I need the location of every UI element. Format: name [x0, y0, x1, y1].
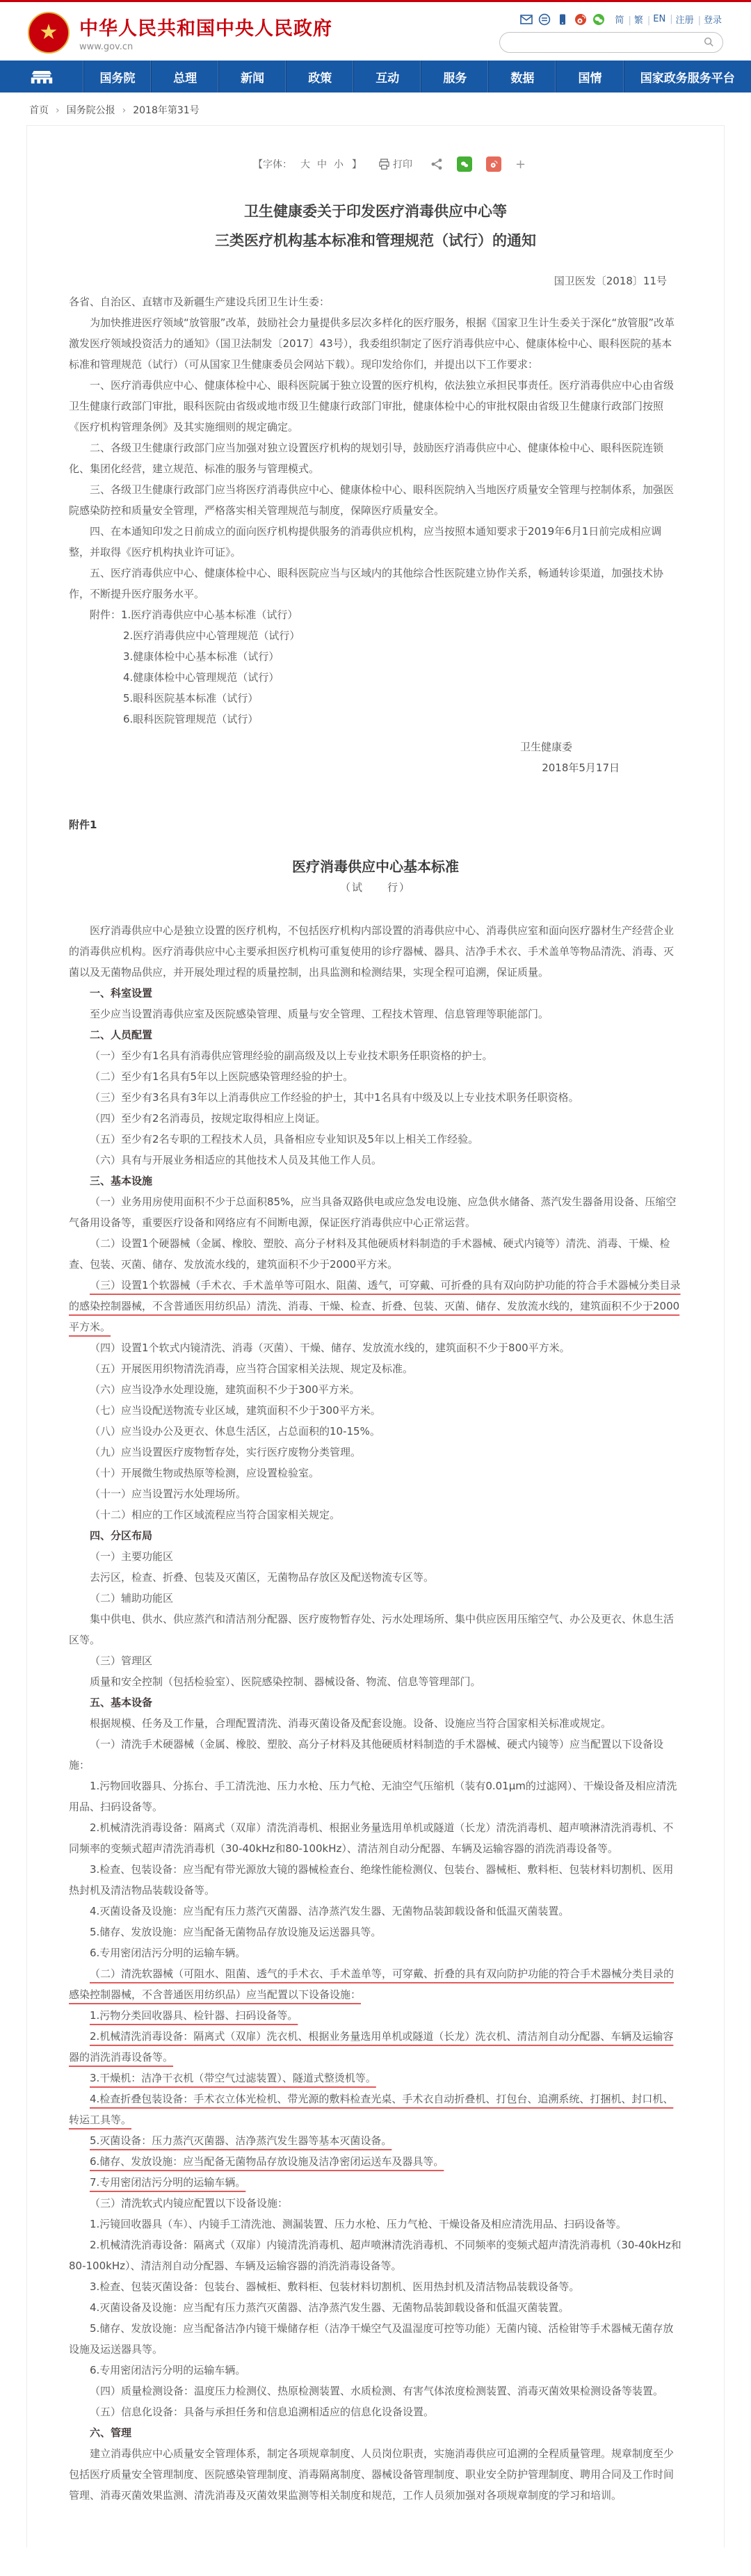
doc-paragraph: （十二）相应的工作区域流程应当符合国家相关规定。	[90, 1508, 341, 1521]
breadcrumb	[0, 92, 751, 125]
notice-title-line1: 卫生健康委关于印发医疗消毒供应中心等	[244, 203, 507, 220]
doc-paragraph: 五、医疗消毒供应中心、健康体检中心、眼科医院应当与区域内的其他综合性医院建立协作关系，畅通转诊渠道，加强技术协作，不断提升医疗服务水平。	[69, 567, 664, 600]
search-input[interactable]	[507, 37, 703, 49]
doc-paragraph: （一）清洗手术硬器械（金属、橡胶、塑胶、高分子材料及其他硬质材料制造的手术器械、硬式内镜等）应当配置以下设备设施：	[69, 1738, 664, 1771]
font-size-option[interactable]: 小	[333, 159, 344, 170]
doc-paragraph: 去污区，检查、折叠、包装及灭菌区，无菌物品存放区及配送物流专区等。	[90, 1571, 435, 1584]
doc-paragraph: 至少应当设置消毒供应室及医院感染管理、质量与安全管理、工程技术管理、信息管理等职能部门。	[90, 1008, 549, 1020]
header-link[interactable]: 注册 |	[675, 13, 702, 26]
font-size-label: 【字体：	[252, 159, 292, 170]
document-body	[69, 271, 682, 2506]
doc-paragraph: （六）应当设净水处理设施，建筑面积不少于300平方米。	[90, 1383, 360, 1396]
breadcrumb-item[interactable]: 2018年第31号	[133, 105, 200, 116]
national-emblem-icon: ★	[28, 12, 70, 54]
doc-paragraph: （五）信息化设备：具备与承担任务和信息追溯相适应的信息化设备设置。	[90, 2406, 435, 2418]
doc-paragraph: （十）开展微生物或热原等检测，应设置检验室。	[90, 1467, 320, 1479]
doc-paragraph: （一）至少有1名具有消毒供应管理经验的副高级及以上专业技术职务任职资格的护士。	[90, 1049, 493, 1062]
nav-item[interactable]: 国家政务服务平台	[640, 71, 735, 86]
doc-paragraph: 2.机械清洗消毒设备：隔离式（双扉）洗衣机、根据业务量选用单机或隧道（长龙）洗衣机、清洁剂自动分配器、车辆及运输容器的消洗消毒设备等。	[69, 2030, 674, 2063]
doc-paragraph: 2.机械清洗消毒设备：隔离式（双扉）清洗消毒机、根据业务量选用单机或隧道（长龙）清洗消毒机、超声喷淋清洗消毒机、不同频率的变频式超声清洗消毒机（30-40kHz和80-100kHz）、清洁剂自动分配器、车辆及运输容器的消洗消毒设备等。	[69, 1821, 674, 1855]
doc-paragraph: 三、基本设施	[90, 1175, 153, 1187]
mail-icon[interactable]	[520, 13, 533, 26]
font-size-options	[300, 157, 344, 171]
site-url: www.gov.cn	[79, 42, 134, 52]
doc-paragraph: （三）设置1个软器械（手术衣、手术盖单等可阻水、阻菌、透气，可穿戴、可折叠的具有双向防护功能的符合手术器械分类目录的感染控制器械，不含普通医用纺织品）清洗、消毒、干燥、检查、折叠、包装、灭菌、储存、发放流水线的，建筑面积不少于2000平方米。	[69, 1279, 681, 1333]
doc-paragraph: （试 行）	[339, 881, 411, 894]
doc-paragraph: 三、各级卫生健康行政部门应当将医疗消毒供应中心、健康体检中心、眼科医院纳入当地医疗质量安全管理与控制体系，加强医院感染防控和质量安全管理，严格落实相关管理规范与制度，保障医疗质量安全。	[69, 483, 675, 517]
doc-paragraph: 5.眼科医院基本标准（试行）	[123, 692, 259, 705]
doc-paragraph: （十一）应当设置污水处理场所。	[90, 1488, 247, 1500]
doc-paragraph: 3.干燥机：洁净干衣机（带空气过滤装置）、隧道式整烫机等。	[90, 2072, 376, 2084]
print-button[interactable]	[378, 157, 412, 171]
doc-paragraph: 6.眼科医院管理规范（试行）	[123, 713, 259, 725]
nav-item[interactable]: 新闻	[219, 61, 286, 92]
doc-paragraph: 一、科室设置	[90, 987, 153, 999]
doc-paragraph: 4.灭菌设备及设施：应当配有压力蒸汽灭菌器、洁净蒸汽发生器、无菌物品装卸载设备和低温灭菌装置。	[90, 2301, 570, 2314]
doc-paragraph: （一）业务用房使用面积不少于总面积85%，应当具备双路供电或应急发电设施、应急供水储备、蒸汽发生器备用设备、压缩空气备用设备等，重要医疗设备和网络应有不间断电源，保证医疗消毒供应中心正常运营。	[69, 1196, 677, 1229]
doc-paragraph: 6.专用密闭洁污分明的运输车辆。	[90, 2364, 246, 2376]
header-lang-links	[613, 13, 723, 26]
doc-paragraph: 6.储存、发放设施：应当配备无菌物品存放设施及洁净密闭运送车及器具等。	[90, 2155, 444, 2168]
article-toolbar	[97, 156, 682, 172]
wechat-icon[interactable]	[592, 13, 605, 26]
article-container	[26, 125, 725, 2547]
comment-icon[interactable]	[538, 13, 551, 26]
doc-paragraph: 附件1	[69, 819, 97, 831]
site-title: 中华人民共和国中央人民政府	[79, 18, 332, 40]
doc-paragraph: 1.污镜回收器具（车）、内镜手工清洗池、测漏装置、压力水枪、压力气枪、干燥设备及相应清洗用品、扫码设备等。	[90, 2218, 627, 2230]
doc-paragraph: 四、在本通知印发之日前成立的面向医疗机构提供服务的消毒供应机构，应当按照本通知要求于2019年6月1日前完成相应调整，并取得《医疗机构执业许可证》。	[69, 525, 662, 558]
doc-paragraph: 根据规模、任务及工作量，合理配置清洗、消毒灭菌设备及配套设施。设备、设施应当符合国家相关标准或规定。	[90, 1717, 612, 1730]
doc-paragraph: 4.灭菌设备及设施：应当配有压力蒸汽灭菌器、洁净蒸汽发生器、无菌物品装卸载设备和低温灭菌装置。	[90, 1905, 570, 1917]
doc-paragraph: 3.检查、包装设备：应当配有带光源放大镜的器械检查台、绝缘性能检测仪、包装台、器械柜、敷料柜、包装材料切割机、医用热封机及清洁物品装载设备等。	[69, 1863, 674, 1897]
doc-paragraph: 建立消毒供应中心质量安全管理体系，制定各项规章制度、人员岗位职责，实施消毒供应可追溯的全程质量管理。规章制度至少包括医疗质量安全管理制度、医院感染管理制度、消毒隔离制度、器械设备管理制度、职业安全防护管理制度、聘用合同及工作时间管理、消毒灭菌效果监测、清洗消毒及灭菌效果监测等相关制度和规范，工作人员须加强对各项规章制度的学习和培训。	[69, 2447, 675, 2502]
doc-paragraph: （四）至少有2名消毒员，按规定取得相应上岗证。	[90, 1112, 326, 1125]
doc-paragraph: （三）清洗软式内镜应配置以下设备设施：	[90, 2197, 289, 2209]
doc-paragraph: （九）应当设置医疗废物暂存处，实行医疗废物分类管理。	[90, 1446, 362, 1458]
doc-paragraph: 附件：1.医疗消毒供应中心基本标准（试行）	[90, 609, 298, 621]
nav-item[interactable]: 数据	[489, 61, 556, 92]
tiananmen-icon[interactable]	[0, 61, 84, 92]
nav-item[interactable]: 国务院	[84, 61, 152, 92]
search-box[interactable]	[499, 32, 723, 53]
nav-items	[84, 61, 751, 92]
doc-paragraph: 六、管理	[90, 2426, 132, 2439]
doc-paragraph: 4.健康体检中心管理规范（试行）	[123, 671, 280, 684]
doc-paragraph: （七）应当设配送物流专业区域，建筑面积不少于300平方米。	[90, 1404, 381, 1417]
nav-item[interactable]: 国情	[556, 61, 624, 92]
weibo-share-icon[interactable]	[486, 156, 501, 172]
header-link[interactable]: 繁 |	[633, 13, 652, 26]
doc-paragraph: （五）开展医用织物清洗消毒，应当符合国家相关法规、规定及标准。	[90, 1362, 414, 1375]
notice-title-line2: 三类医疗机构基本标准和管理规范（试行）的通知	[215, 232, 536, 249]
doc-paragraph: 4.检查折叠包装设备：手术衣立体光检机、带光源的敷料检查光桌、手术衣自动折叠机、打包台、追溯系统、打捆机、封口机、转运工具等。	[69, 2093, 674, 2126]
doc-paragraph: 集中供电、供水、供应蒸汽和清洁剂分配器、医疗废物暂存处、污水处理场所、集中供应医用压缩空气、办公及更衣、休息生活区等。	[69, 1613, 675, 1646]
share-icon[interactable]	[430, 158, 443, 170]
nav-item[interactable]: 互动	[354, 61, 421, 92]
doc-paragraph: （四）设置1个软式内镜清洗、消毒（灭菌）、干燥、储存、发放流水线的，建筑面积不少于800平方米。	[90, 1342, 570, 1354]
doc-paragraph: 各省、自治区、直辖市及新疆生产建设兵团卫生计生委：	[69, 296, 330, 308]
doc-paragraph: 2018年5月17日	[542, 762, 620, 774]
doc-paragraph: 四、分区布局	[90, 1529, 153, 1542]
doc-paragraph: （五）至少有2名专职的工程技术人员，具备相应专业知识及5年以上相关工作经验。	[90, 1133, 479, 1145]
breadcrumb-item[interactable]: 首页 ›	[29, 105, 67, 116]
doc-paragraph: 2.医疗消毒供应中心管理规范（试行）	[123, 629, 300, 642]
doc-paragraph: 5.储存、发放设施：应当配备无菌物品存放设施及运送器具等。	[90, 1926, 382, 1938]
doc-paragraph: 1.污物分类回收器具、检针器、扫码设备等。	[90, 2009, 298, 2022]
main-nav	[0, 61, 751, 92]
header-link[interactable]: 简 |	[613, 13, 632, 26]
doc-paragraph: 一、医疗消毒供应中心、健康体检中心、眼科医院属于独立设置的医疗机构，依法独立承担民事责任。医疗消毒供应中心由省级卫生健康行政部门审批，眼科医院由省级或地市级卫生健康行政部门审批，健康体检中心的审批权限由省级卫生健康行政部门按照《医疗机构管理条例》及其实施细则的规定确定。	[69, 379, 675, 433]
doc-paragraph: 3.健康体检中心基本标准（试行）	[123, 650, 280, 663]
doc-paragraph: （四）质量检测设备：温度压力检测仪、热原检测装置、水质检测、有害气体浓度检测装置、消毒灭菌效果检测设备等装置。	[90, 2385, 664, 2397]
font-size-option[interactable]: 大	[300, 159, 310, 170]
doc-paragraph: 6.专用密闭洁污分明的运输车辆。	[90, 1947, 246, 1959]
notice-title	[69, 197, 682, 255]
doc-paragraph: 二、各级卫生健康行政部门应当加强对独立设置医疗机构的规划引导，鼓励医疗消毒供应中心、健康体检中心、眼科医院连锁化、集团化经营，建立规范、标准的服务与管理模式。	[69, 442, 664, 475]
nav-item[interactable]: 政策	[286, 61, 354, 92]
doc-paragraph: （三）管理区	[90, 1655, 153, 1667]
breadcrumb-item[interactable]: 国务院公报 ›	[67, 105, 134, 116]
site-brand[interactable]	[28, 12, 332, 54]
weibo-icon[interactable]	[574, 13, 587, 26]
doc-paragraph: 二、人员配置	[90, 1029, 153, 1041]
doc-paragraph: 2.机械清洗消毒设备：隔离式（双扉）内镜清洗消毒机、超声喷淋清洗消毒机、不同频率的变频式超声清洗消毒机（30-40kHz和80-100kHz）、清洁剂自动分配器、车辆及运输容器的消洗消毒设备等。	[69, 2239, 681, 2272]
doc-paragraph: （二）至少有1名具有5年以上医院感染管理经验的护士。	[90, 1070, 354, 1083]
doc-paragraph: （三）至少有3名具有3年以上消毒供应工作经验的护士，其中1名具有中级及以上专业技术职务任职资格。	[90, 1091, 579, 1104]
doc-paragraph: 5.储存、发放设施：应当配备洁净内镜干燥储存柜（洁净干燥空气及温湿度可控等功能）无菌内镜、活检钳等手术器械无菌存放设施及运送器具等。	[69, 2322, 674, 2356]
doc-paragraph: 医疗消毒供应中心基本标准	[292, 858, 459, 875]
doc-paragraph: （一）主要功能区	[90, 1550, 174, 1563]
font-size-label-close: 】	[351, 159, 362, 170]
doc-paragraph: 医疗消毒供应中心是独立设置的医疗机构，不包括医疗机构内部设置的消毒供应中心、消毒供应室和面向医疗器材生产经营企业的消毒供应机构。医疗消毒供应中心主要承担医疗机构可重复使用的诊疗器械、器具、洁净手术衣、手术盖单等物品清洗、消毒、灭菌以及无菌物品供应，并开展处理过程的质量控制，出具监测和检测结果，实现全程可追溯，保证质量。	[69, 924, 675, 979]
nav-item[interactable]: 服务	[421, 61, 489, 92]
font-size-option[interactable]: 中	[316, 159, 327, 170]
doc-paragraph: （六）具有与开展业务相适应的其他技术人员及其他工作人员。	[90, 1154, 382, 1166]
doc-paragraph: （八）应当设办公及更衣、休息生活区，占总面积的10-15%。	[90, 1425, 380, 1438]
mobile-icon[interactable]	[556, 13, 569, 26]
doc-paragraph: 为加快推进医疗领域“放管服”改革，鼓励社会力量提供多层次多样化的医疗服务，根据《国家卫生计生委关于深化“放管服”改革激发医疗领域投资活力的通知》（国卫法制发〔2017〕43号），我委组织制定了医疗消毒供应中心、健康体检中心、眼科医院的基本标准和管理规范（试行）（可从国家卫生健康委员会网站下载）。现印发给你们，并提出以下工作要求：	[69, 316, 675, 371]
header-link[interactable]: EN |	[652, 14, 674, 24]
doc-paragraph: 1.污物回收器具、分拣台、手工清洗池、压力水枪、压力气枪、无油空气压缩机（装有0.01μm的过滤网）、干燥设备及相应清洗用品、扫码设备等。	[69, 1780, 677, 1813]
doc-paragraph: （二）辅助功能区	[90, 1592, 174, 1604]
more-share-button[interactable]: +	[515, 156, 526, 172]
doc-paragraph: （二）清洗软器械（可阻水、阻菌、透气的手术衣、手术盖单等，可穿戴、折叠的具有双向防护功能的符合手术器械分类目录的感染控制器械，不含普通医用纺织品）应当配置以下设备设施：	[69, 1967, 675, 2001]
doc-paragraph: 国卫医发〔2018〕11号	[554, 275, 667, 287]
doc-paragraph: 卫生健康委	[519, 741, 572, 753]
doc-paragraph: （二）设置1个硬器械（金属、橡胶、塑胶、高分子材料及其他硬质材料制造的手术器械、硬式内镜等）清洗、消毒、干燥、检查、包装、灭菌、储存、发放流水线的，建筑面积不少于2000平方米。	[69, 1237, 670, 1271]
doc-paragraph: 3.检查、包装灭菌设备：包装台、器械柜、敷料柜、包装材料切割机、医用热封机及清洁物品装载设备等。	[90, 2280, 580, 2293]
site-header	[0, 2, 751, 61]
doc-paragraph: 五、基本设备	[90, 1696, 153, 1709]
wechat-share-icon[interactable]	[457, 156, 472, 172]
doc-paragraph: 7.专用密闭洁污分明的运输车辆。	[90, 2176, 246, 2189]
doc-paragraph: 5.灭菌设备：压力蒸汽灭菌器、洁净蒸汽发生器等基本灭菌设备。	[90, 2134, 392, 2147]
search-icon[interactable]	[703, 36, 716, 49]
doc-paragraph: 质量和安全控制（包括检验室）、医院感染控制、器械设备、物流、信息等管理部门。	[90, 1675, 481, 1688]
nav-item[interactable]: 总理	[152, 61, 219, 92]
print-label: 打印	[392, 159, 412, 170]
header-link[interactable]: 登录	[703, 15, 722, 26]
